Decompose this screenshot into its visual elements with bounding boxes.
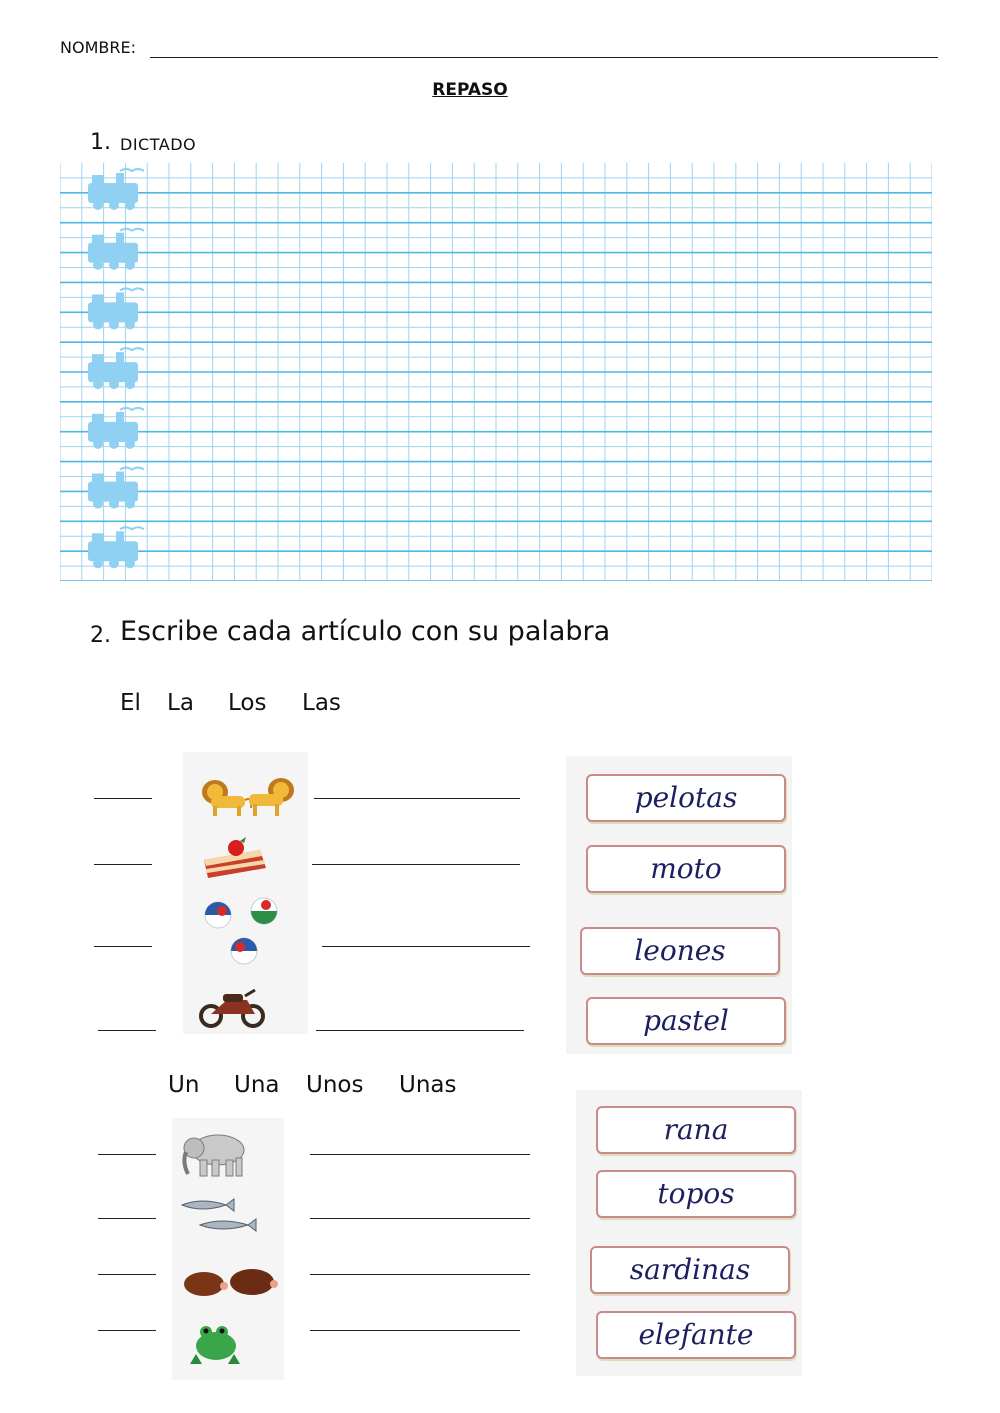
section2-number: 2. [90,623,111,648]
word-card-leones[interactable] [580,927,780,975]
word-card-label: sardinas [629,1253,751,1286]
train-icon [88,468,144,509]
train-icon [88,288,144,329]
article-blank-2[interactable] [94,864,152,865]
word-card-moto[interactable] [586,845,786,893]
word-card-elefante[interactable] [596,1311,796,1359]
article-unas: Unas [399,1072,457,1098]
word-card-label: leones [634,934,726,967]
train-icon [88,229,144,270]
motorbike-icon [197,984,267,1029]
article-una: Una [234,1072,280,1098]
article-la: La [167,690,194,716]
frog-icon [188,1318,243,1368]
word-card-label: topos [657,1177,735,1210]
word-card-rana[interactable] [596,1106,796,1154]
word-blank-2[interactable] [312,864,520,865]
word-blank-6[interactable] [310,1218,530,1219]
article-blank-6[interactable] [98,1218,156,1219]
word-blank-3[interactable] [322,946,530,947]
train-icon [88,408,144,449]
article-blank-3[interactable] [94,946,152,947]
article-las: Las [302,690,341,716]
balls-icon [200,895,290,970]
article-blank-1[interactable] [94,798,152,799]
word-card-label: elefante [638,1318,754,1351]
word-card-label: pastel [643,1004,729,1037]
word-card-label: pelotas [634,781,738,814]
article-el: El [120,690,141,716]
sardines-icon [178,1195,268,1240]
article-blank-4[interactable] [98,1030,156,1031]
name-label: NOMBRE: [60,38,136,57]
word-card-pelotas[interactable] [586,774,786,822]
word-card-topos[interactable] [596,1170,796,1218]
word-blank-8[interactable] [310,1330,520,1331]
lions-icon [193,770,303,818]
article-blank-7[interactable] [98,1274,156,1275]
article-unos: Unos [306,1072,364,1098]
article-blank-8[interactable] [98,1330,156,1331]
page-title: REPASO [432,80,508,100]
word-card-pastel[interactable] [586,997,786,1045]
cake-icon [200,836,270,882]
word-card-sardinas[interactable] [590,1246,790,1294]
article-blank-5[interactable] [98,1154,156,1155]
article-un: Un [168,1072,200,1098]
word-blank-4[interactable] [316,1030,524,1031]
word-blank-7[interactable] [310,1274,530,1275]
section2-title: Escribe cada artículo con su palabra [120,616,611,647]
elephant-icon [180,1130,250,1178]
word-blank-1[interactable] [314,798,520,799]
train-icon [88,169,144,210]
train-icon [88,527,144,568]
dictation-grid[interactable] [60,163,932,581]
article-los: Los [228,690,267,716]
name-field[interactable] [150,57,938,58]
moles-icon [180,1262,280,1302]
section1-title: DICTADO [120,135,197,154]
word-card-label: rana [663,1113,729,1146]
train-icon [88,348,144,389]
word-card-label: moto [650,852,722,885]
word-blank-5[interactable] [310,1154,530,1155]
section1-number: 1. [90,130,111,155]
